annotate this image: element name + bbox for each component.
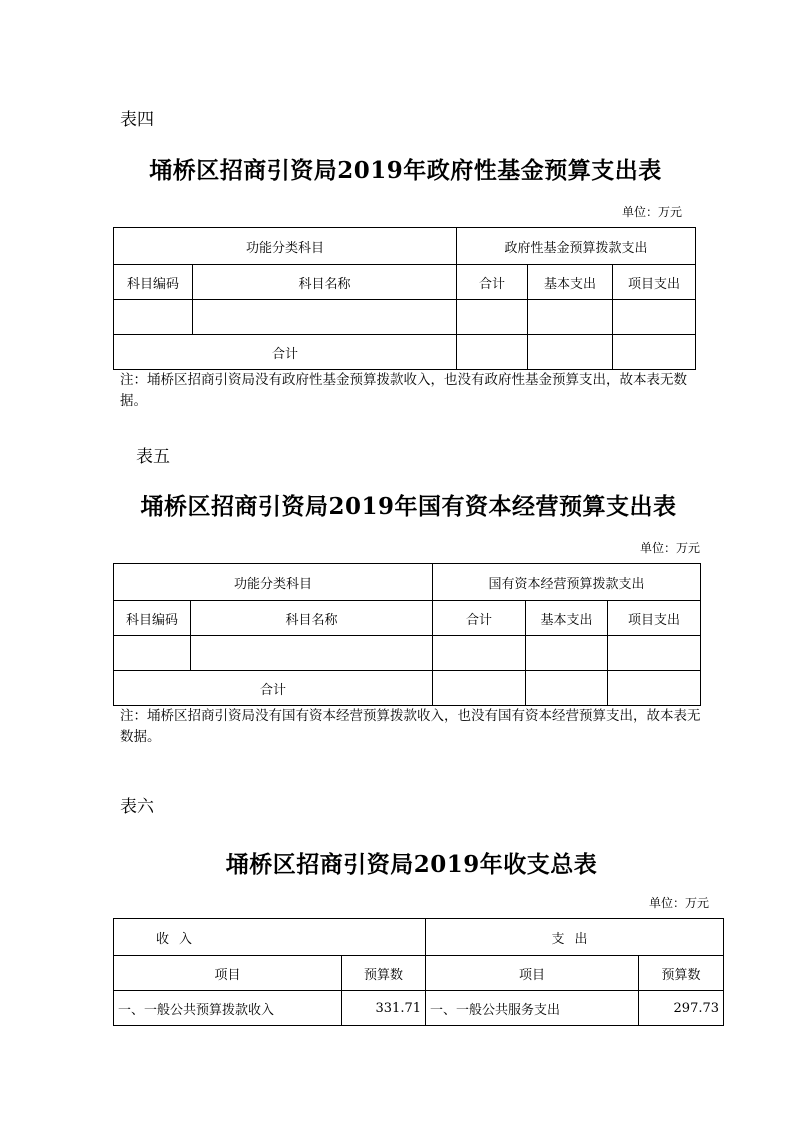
- table6-col-income-item: 项目: [114, 956, 342, 991]
- table6-col-expense-item: 项目: [426, 956, 639, 991]
- table6-income-header: 收入: [114, 919, 426, 956]
- table5-cell: [114, 636, 191, 671]
- table4-note: 注：埇桥区招商引资局没有政府性基金预算拨款收入，也没有政府性基金预算支出，故本表无数据。: [120, 372, 687, 409]
- table6-col-expense-budget: 预算数: [639, 956, 724, 991]
- table4-title: 埇桥区招商引资局2019年政府性基金预算支出表: [149, 157, 662, 184]
- table4-cell: [528, 300, 613, 335]
- table5-total-row: [114, 671, 701, 706]
- table4-cell: [613, 300, 696, 335]
- table4-unit: 单位：万元: [622, 205, 683, 219]
- table5-cell: [608, 671, 701, 706]
- table5-col-code: 科目编码: [114, 601, 191, 636]
- table6-grid: [113, 918, 724, 1026]
- expense-amount: 297.73: [639, 991, 724, 1026]
- table6-title: 埇桥区招商引资局2019年收支总表: [225, 851, 598, 878]
- table4-empty-row: [114, 300, 696, 335]
- table4-col-basic: 基本支出: [528, 265, 613, 300]
- table5-total-label: 合计: [114, 671, 433, 706]
- table5-empty-row: [114, 636, 701, 671]
- income-amount: 331.71: [342, 991, 426, 1026]
- table5-header-function: 功能分类科目: [114, 564, 433, 601]
- table5-note: 注：埇桥区招商引资局没有国有资本经营预算拨款收入，也没有国有资本经营预算支出，故本表无数据。: [120, 708, 701, 745]
- table5-cell: [526, 671, 608, 706]
- table4-grid: [113, 227, 696, 370]
- table4-cell: [114, 300, 193, 335]
- table6-label: 表六: [120, 797, 154, 817]
- table4-col-total: 合计: [457, 265, 528, 300]
- table4-cell: [457, 335, 528, 370]
- table5-header-expense: 国有资本经营预算拨款支出: [433, 564, 701, 601]
- table4-label: 表四: [120, 110, 154, 130]
- table4-total-row: [114, 335, 696, 370]
- table5-cell: [433, 671, 526, 706]
- table6-col-income-budget: 预算数: [342, 956, 426, 991]
- table5-cell: [526, 636, 608, 671]
- table6-expense-header: 支出: [426, 919, 724, 956]
- table4-cell: [613, 335, 696, 370]
- table4-total-label: 合计: [114, 335, 457, 370]
- table5-col-project: 项目支出: [608, 601, 701, 636]
- table4-header-expense: 政府性基金预算拨款支出: [457, 228, 696, 265]
- table5-label: 表五: [136, 447, 170, 467]
- table5-col-basic: 基本支出: [526, 601, 608, 636]
- table4-col-project: 项目支出: [613, 265, 696, 300]
- table6-unit: 单位：万元: [649, 896, 710, 910]
- table4-col-name: 科目名称: [193, 265, 457, 300]
- table4-cell: [528, 335, 613, 370]
- table4-cell: [457, 300, 528, 335]
- table5-unit: 单位：万元: [640, 541, 701, 555]
- table5-col-total: 合计: [433, 601, 526, 636]
- table4-cell: [193, 300, 457, 335]
- table5-cell: [433, 636, 526, 671]
- table5-col-name: 科目名称: [191, 601, 433, 636]
- table-row: [114, 991, 724, 1026]
- table5-cell: [191, 636, 433, 671]
- table5-grid: [113, 563, 701, 706]
- table4-header-function: 功能分类科目: [114, 228, 457, 265]
- expense-item: 一、一般公共服务支出: [426, 991, 639, 1026]
- table4-col-code: 科目编码: [114, 265, 193, 300]
- table5-cell: [608, 636, 701, 671]
- income-item: 一、一般公共预算拨款收入: [114, 991, 342, 1026]
- table5-title: 埇桥区招商引资局2019年国有资本经营预算支出表: [140, 493, 677, 520]
